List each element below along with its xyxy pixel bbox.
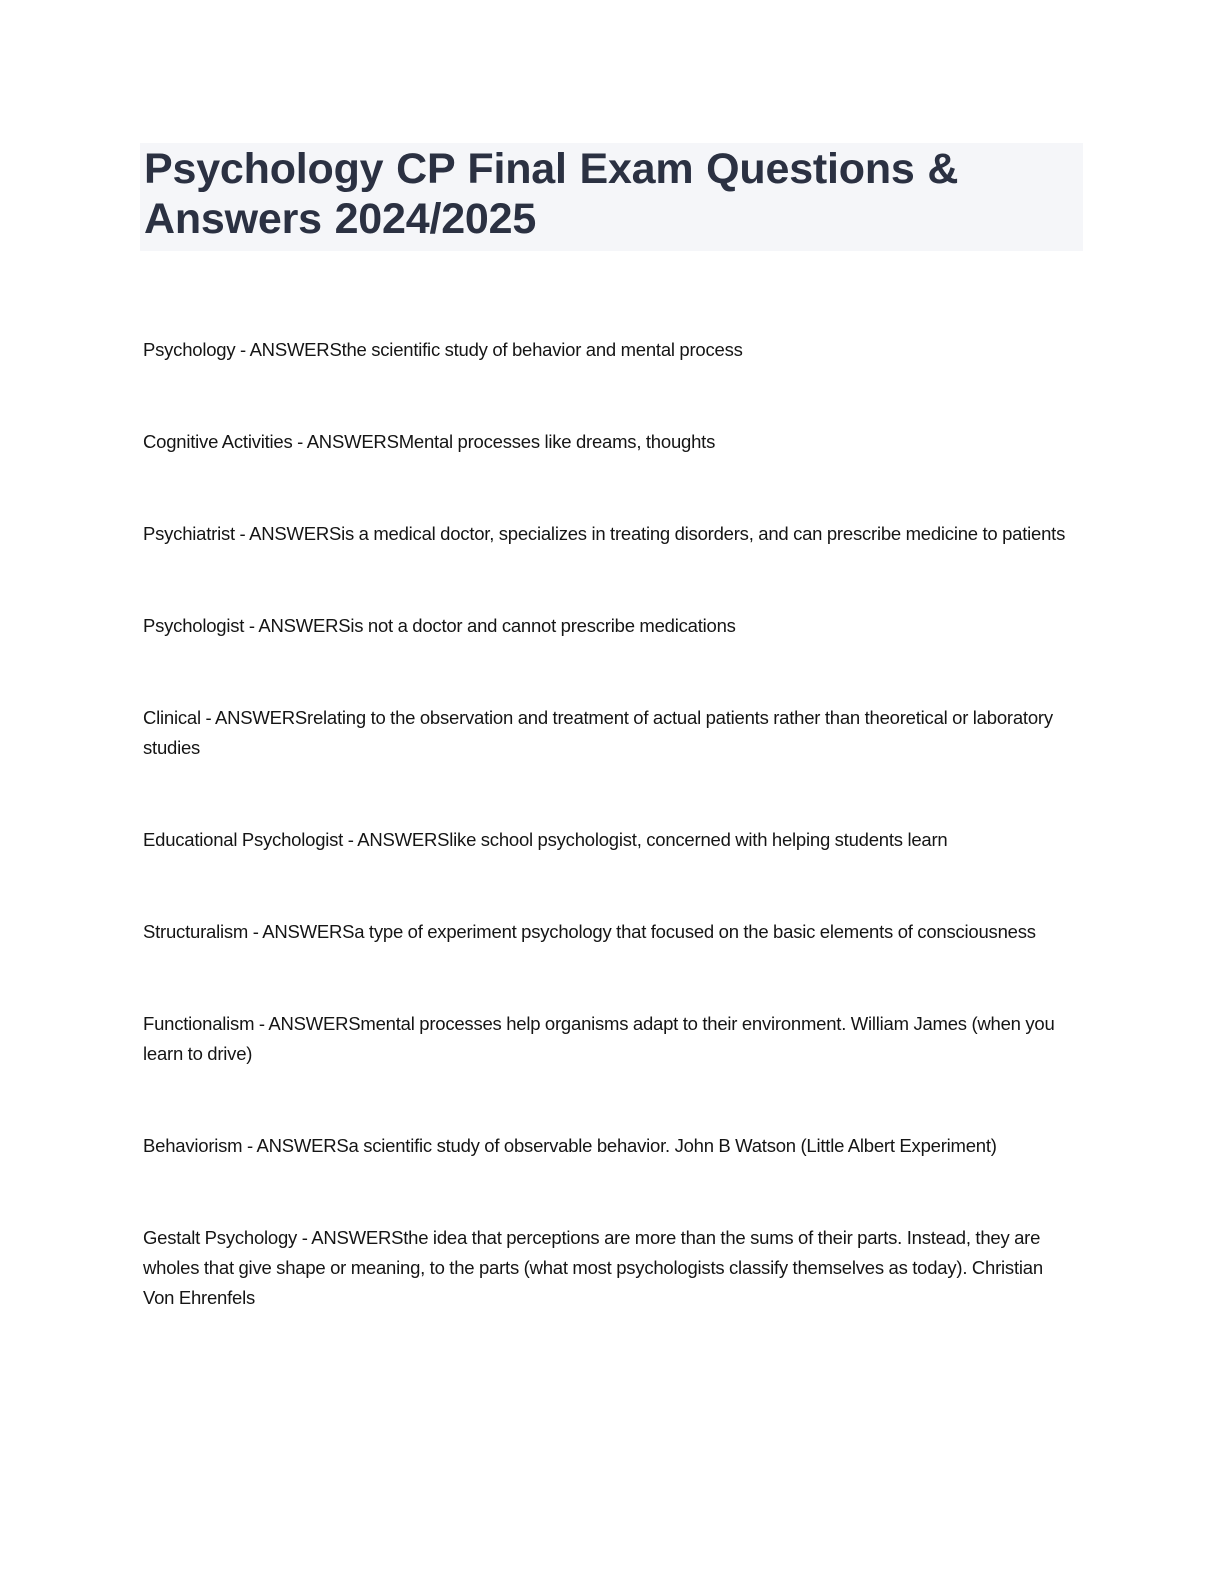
document-title-band: [140, 143, 1083, 251]
qa-entry: Behaviorism - ANSWERSa scientific study of observable behavior. John B Watson (Little Albert Experiment): [143, 1135, 997, 1156]
qa-entry: Clinical - ANSWERSrelating to the observation and treatment of actual patients rather than theoretical or laboratory studies: [143, 707, 1053, 758]
qa-entry: Educational Psychologist - ANSWERSlike school psychologist, concerned with helping students learn: [143, 829, 948, 850]
qa-entry: Psychology - ANSWERSthe scientific study of behavior and mental process: [143, 339, 743, 360]
qa-entry: Cognitive Activities - ANSWERSMental processes like dreams, thoughts: [143, 431, 716, 452]
qa-entry: Structuralism - ANSWERSa type of experiment psychology that focused on the basic elements of consciousness: [143, 921, 1036, 942]
qa-entry: Gestalt Psychology - ANSWERSthe idea that perceptions are more than the sums of their parts. Instead, they are wholes that give shape or meaning, to the parts (what most psychologists classify themselves as today). Christian Von Ehrenfels: [143, 1227, 1043, 1308]
qa-entry: Psychiatrist - ANSWERSis a medical doctor, specializes in treating disorders, and can prescribe medicine to patients: [143, 523, 1066, 544]
page-title: Psychology CP Final Exam Questions & Answers 2024/2025: [144, 145, 959, 243]
document-body: [143, 335, 1075, 1313]
qa-entry: Functionalism - ANSWERSmental processes help organisms adapt to their environment. William James (when you learn to drive): [143, 1013, 1055, 1064]
qa-entry: Psychologist - ANSWERSis not a doctor and cannot prescribe medications: [143, 615, 736, 636]
